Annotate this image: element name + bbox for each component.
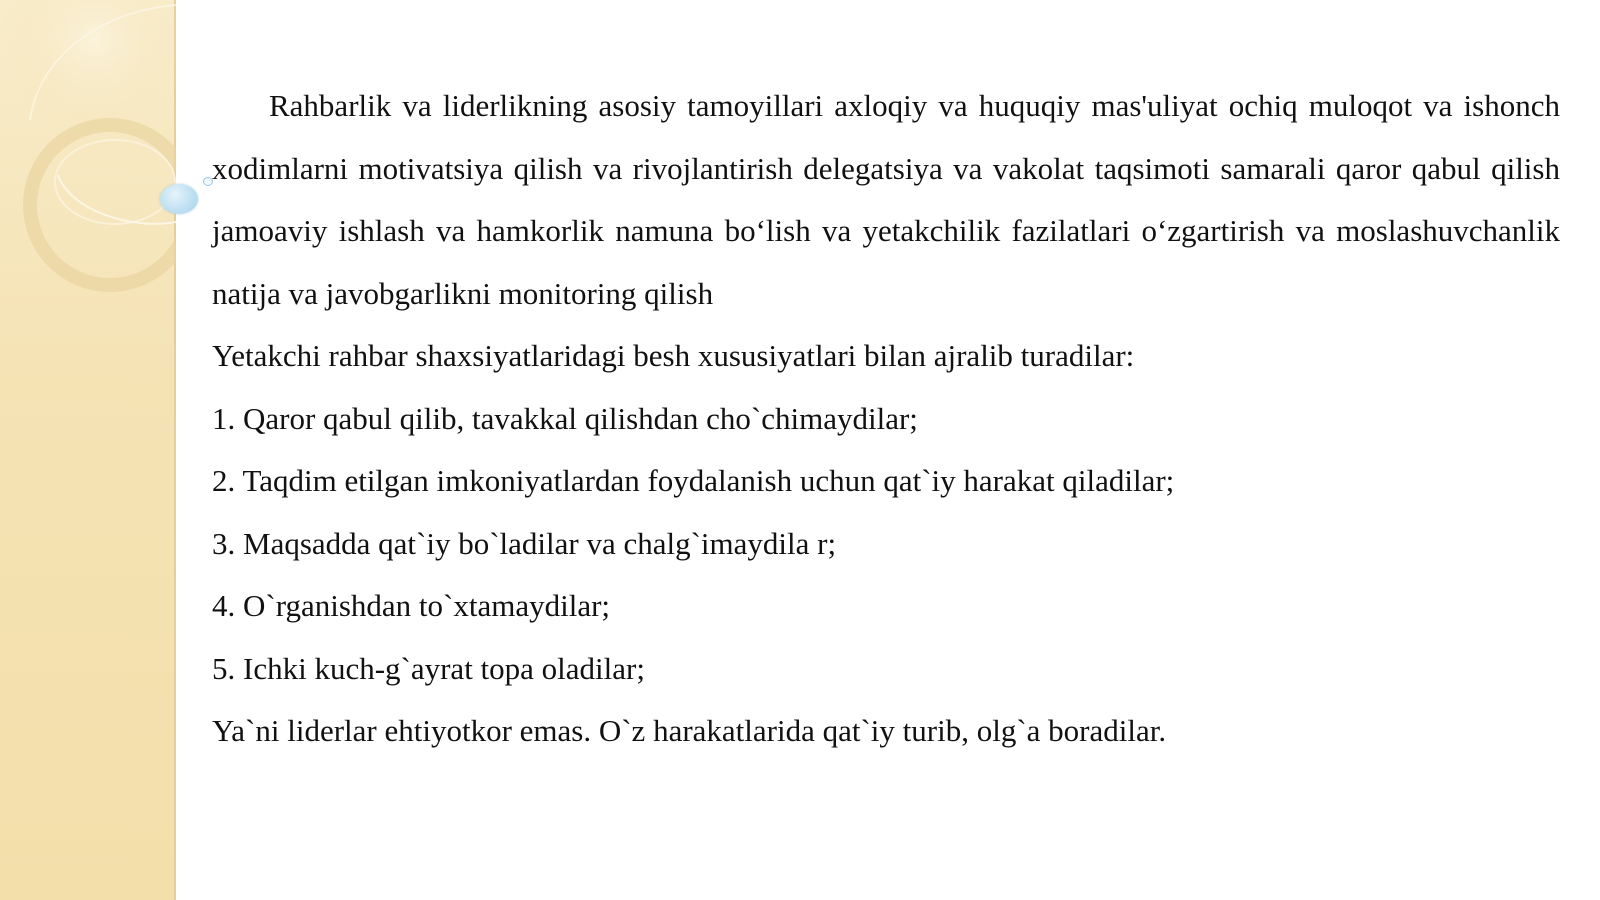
list-item: 5. Ichki kuch-g`ayrat topa oladilar; xyxy=(212,650,645,686)
traits-intro: Yetakchi rahbar shaxsiyatlaridagi besh xususiyatlari bilan ajralib turadilar: xyxy=(212,338,1135,373)
decorative-side-panel xyxy=(0,0,176,900)
list-item: 2. Taqdim etilgan imkoniyatlardan foydalanish uchun qat`iy harakat qiladilar; xyxy=(212,463,1175,498)
decorative-bubble xyxy=(160,184,198,214)
conclusion-text: Ya`ni liderlar ehtiyotkor emas. O`z harakatlarida qat`iy turib, olg`a boradilar. xyxy=(212,713,1167,748)
principles-paragraph: Rahbarlik va liderlikning asosiy tamoyillari axloqiy va huquqiy mas'uliyat ochiq muloqot va ishonch xodimlarni motivatsiya qilish va rivojlantirish delegatsiya va vakolat taqsimoti samarali qaror qabul qilish jamoaviy ishlash va hamkorlik namuna bo‘lish va yetakchilik fazilatlari o‘zgartirish va moslashuvchanlik natija va javobgarlikni monitoring qilish xyxy=(212,88,1560,311)
list-item: 4. O`rganishdan to`xtamaydilar; xyxy=(212,588,611,623)
list-item: 3. Maqsadda qat`iy bo`ladilar va chalg`imaydila r; xyxy=(212,525,837,561)
decorative-swirl-graphic xyxy=(0,0,176,900)
list-item: 1. Qaror qabul qilib, tavakkal qilishdan cho`chimaydilar; xyxy=(212,400,918,436)
slide-body xyxy=(212,75,1560,763)
